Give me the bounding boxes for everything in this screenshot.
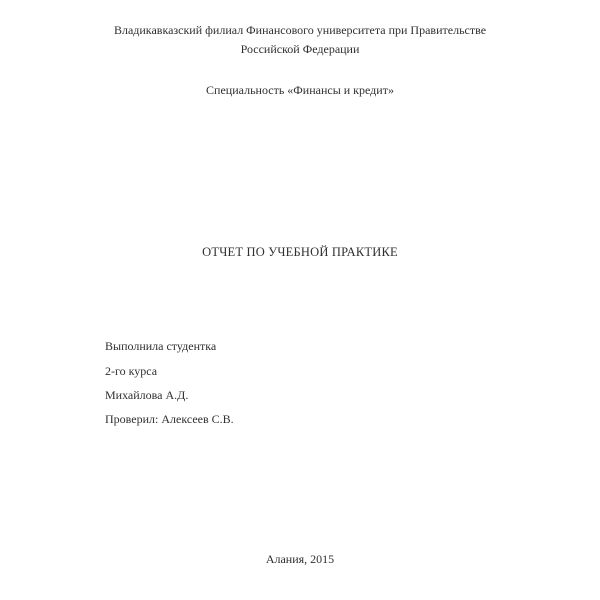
course-line: 2-го курса [105, 364, 158, 378]
institution-line-1: Владикавказский филиал Финансового университета при Правительстве [113, 23, 487, 37]
student-name-line: Михайлова А.Д. [105, 388, 189, 402]
report-title: ОТЧЕТ ПО УЧЕБНОЙ ПРАКТИКЕ [202, 245, 398, 259]
institution-line-2: Российской Федерации [240, 42, 360, 56]
checked-by-line: Проверил: Алексеев С.В. [105, 412, 234, 426]
performed-by-line: Выполнила студентка [105, 339, 217, 353]
specialty-line: Специальность «Финансы и кредит» [206, 83, 394, 97]
city-year-footer: Алания, 2015 [265, 552, 335, 566]
